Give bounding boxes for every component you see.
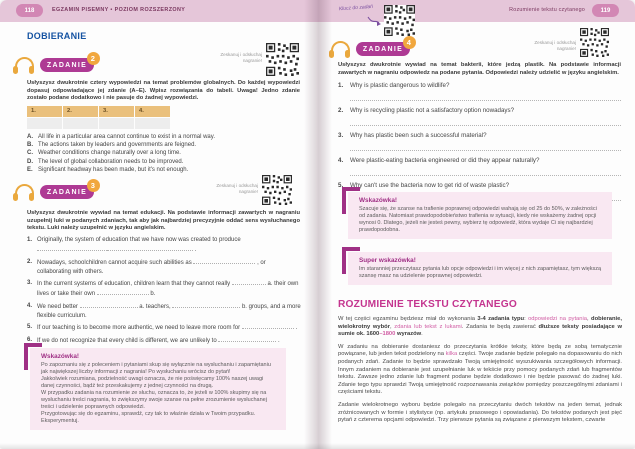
answer-blank [97, 289, 149, 295]
sentence-body [37, 302, 301, 321]
headphones-icon [12, 56, 36, 76]
option-text: The level of global collaboration needs to be improved. [38, 158, 184, 165]
sentence-body [37, 279, 301, 299]
gap-sentence [27, 323, 301, 333]
sentence-text: . [276, 337, 280, 344]
section-title-dobieranie: DOBIERANIE [27, 31, 87, 41]
option-letter: B. [27, 142, 33, 149]
headphones-icon [328, 40, 352, 60]
question-text [338, 182, 621, 190]
super-tip-body: Im staranniej przeczytasz pytania lub opcje odpowiedzi i im więcej z nich zapamiętasz, tym większą szansę masz na udzielenie poprawnej odpowiedzi. [359, 266, 602, 279]
reading-paragraphs [338, 316, 622, 430]
text-segment: zdania lub tekst z lukami [394, 323, 462, 330]
answer-table-cell [27, 118, 62, 129]
question-label: Were plastic-eating bacteria engineered or did they appear naturally? [350, 157, 540, 164]
answer-line [350, 118, 621, 126]
sentence-number: 6. [27, 336, 33, 343]
qr-code-icon [262, 175, 292, 205]
text-segment: dłuższe teksty posiadające w sumie ok. 1600 [338, 323, 622, 338]
gap-sentence [27, 279, 301, 299]
tip-paragraph: Przygotowując się do egzaminu, sprawdź, czy tak to właśnie działa w Twoim przypadku. Eksperymentuj. [41, 411, 256, 424]
question [338, 157, 621, 176]
task2-options-list [27, 133, 289, 174]
page-right [318, 0, 635, 449]
text-segment: , [389, 323, 395, 330]
sentence-text: In the current systems of education, children learn that they cannot really [37, 281, 232, 287]
text-segment: –1800 [379, 331, 396, 338]
sentence-text: We need better [37, 303, 80, 310]
sentence-text: a. teachers, [137, 303, 173, 310]
question-label: Why is recycling plastic not a satisfactory option nowadays? [350, 107, 515, 114]
task3-badge-label: ZADANIE [46, 188, 88, 196]
question-text [338, 107, 621, 115]
text-segment: , [587, 316, 592, 322]
answer-table-cell [99, 118, 134, 129]
text-segment: : [524, 316, 529, 322]
task4-number-badge: 4 [403, 36, 416, 49]
task4-badge-label: ZADANIE [362, 45, 404, 53]
tip-paragraph: Jakkolwiek rozumiana, podzielność uwagi oznacza, że nie poświęcamy 100% naszej uwagi danej czynności, bądź też przeskakujemy z jednej czynności na drugą. [41, 376, 264, 389]
page-left [0, 0, 317, 449]
answer-table-cell [63, 118, 98, 129]
tip-title: Wskazówka! [41, 353, 80, 360]
answer-blank [242, 323, 294, 329]
tip-title: Wskazówka! [359, 197, 398, 204]
option-row [27, 141, 289, 149]
sentence-body [37, 236, 301, 255]
sentence-text: . [293, 325, 298, 331]
page-number-left: 118 [16, 4, 43, 17]
task3-sentences [27, 236, 301, 348]
answer-blank [193, 258, 255, 264]
question-text [338, 157, 621, 165]
qr-code-icon [580, 28, 609, 57]
question-text [338, 82, 621, 90]
reading-paragraph [338, 344, 622, 397]
sentence-text: If we do not recognize that every child is different, we are unlikely to [37, 337, 219, 344]
answer-table-header-cell: 2. [63, 106, 98, 117]
text-segment: W tej części egzaminu będziesz miał do wykonania [338, 316, 478, 322]
question-number: 2. [338, 107, 344, 114]
answer-line [350, 143, 621, 151]
text-segment: odpowiedzi na pytania [528, 316, 588, 322]
task2-badge [40, 54, 97, 72]
task2-badge-label: ZADANIE [46, 61, 88, 69]
question-number: 3. [338, 132, 344, 139]
option-letter: A. [27, 134, 33, 140]
text-segment: W zadaniu na dobieranie dostaniesz do przeczytania krótkie teksty, które będą ze sobą tematycznie powiązane, lub jeden tekst podzielony na [338, 343, 622, 358]
answer-table-cell [135, 118, 170, 129]
sentence-text: , or collaborating with others. [37, 259, 266, 275]
text-segment: wyrazów [395, 331, 422, 338]
gap-sentence [27, 336, 301, 346]
tip-body [41, 362, 277, 425]
sentence-text: . [193, 247, 197, 253]
sentence-body [37, 258, 301, 277]
answer-blank [37, 245, 107, 251]
answer-table [27, 106, 170, 129]
question [338, 82, 621, 101]
curved-arrow-icon [366, 14, 384, 28]
sentence-text: b. [148, 291, 156, 297]
question-label: Why is plastic dangerous to wildlife? [350, 82, 450, 89]
option-letter: E. [27, 166, 33, 173]
text-segment: Zadanie wielokrotnego wyboru będzie polegało na przeczytaniu dwóch tekstów na jeden temat, jednak zróżnicowanych w formie i stylistyce (np. artykułu prasowego i opowiadania). Do tekstów podanych jest pięć pytań z czterema opcjami odpowiedzi. Trzy pierwsze pytania są związane z pierwszym tekstem, czwarte [338, 401, 622, 424]
sentence-text: Nowadays, schoolchildren cannot acquire such abilities as [37, 259, 194, 266]
answer-table-header-cell: 3. [99, 106, 134, 117]
option-letter: C. [27, 150, 33, 157]
option-row [27, 166, 289, 174]
question-label: Why has plastic been such a successful material? [350, 132, 487, 139]
answer-blank [107, 245, 193, 251]
sentence-body [37, 323, 301, 333]
gap-sentence [27, 236, 301, 255]
sentence-text: b. groups, and a more flexible curriculum. [37, 303, 301, 319]
sentence-body [37, 336, 301, 346]
text-segment: . [421, 331, 423, 338]
task3-instruction: Usłyszysz dwukrotnie wywiad na temat edukacji. Na podstawie informacji zawartych w nagraniu uzupełnij luki w podanych zdaniach, tak aby jak najbardziej precyzyjnie oddać sens wysłuchanego tekstu. Luki należy uzupełnić w języku angielskim. [27, 210, 300, 232]
reading-section-title: ROZUMIENIE TEKSTU CZYTANEGO [338, 299, 517, 310]
sentence-number: 5. [27, 324, 33, 330]
answer-blank [80, 302, 138, 308]
task2-instruction: Usłyszysz dwukrotnie cztery wypowiedzi na temat problemów globalnych. Do każdej wypowiedzi dopasuj odpowiadające jej zdanie (A–E). Wpisz rozwiązania do tabeli. Uwaga! Jedno zdanie zostało podane dodatkowo i nie pasuje do żadnej wypowiedzi. [27, 80, 300, 102]
sentence-text: a. their own lives or take their own [37, 281, 299, 297]
tip-body: Szacuje się, że szanse na trafienie poprawnej odpowiedzi wahają się od 25 do 50%, w zależności od zadania. Natomiast prawdopodobieństwo trafienia w sytuacji, kiedy nie wskażemy żadnej opcji wynosi 0. Dlatego, jeżeli nie jesteś pewny, wybierz tę odpowiedź, która wydaje Ci się najbardziej prawdopodobna. [359, 206, 597, 233]
gap-sentence [27, 258, 301, 277]
sentence-number: 2. [27, 258, 33, 265]
task2-scan-hint: Zeskanuj i odsłuchaj nagranie! [220, 52, 262, 63]
answer-blank [172, 302, 240, 308]
question [338, 132, 621, 151]
running-head-right: Rozumienie tekstu czytanego [509, 7, 585, 13]
option-row [27, 133, 289, 141]
task4-scan-hint: Zeskanuj i odsłuchaj nagranie! [534, 40, 576, 51]
text-segment: kilka [445, 351, 458, 358]
task3-scan-hint: Zeskanuj i odsłuchaj nagranie! [216, 183, 258, 194]
answer-line [350, 168, 621, 176]
task3-number-badge: 3 [87, 179, 100, 192]
qr-code-icon [384, 5, 415, 36]
text-segment: dobieranie, wielokrotny wybór [338, 316, 622, 330]
option-letter: D. [27, 158, 33, 165]
task4-questions [338, 82, 621, 207]
question [338, 107, 621, 126]
answer-blank [232, 279, 266, 285]
answer-line [350, 93, 621, 101]
sentence-number: 1. [27, 237, 33, 243]
answer-table-header-cell: 1. [27, 106, 62, 117]
sentence-text: Originally, the system of education that we have now was created to produce [37, 237, 241, 243]
question-text [338, 132, 621, 140]
sentence-text: If our teaching is to become more authentic, we need to leave more room for [37, 325, 242, 331]
tip-box [30, 348, 286, 430]
task4-badge [356, 38, 413, 56]
sentence-number: 4. [27, 302, 33, 309]
answer-table-header-cell: 4. [135, 106, 170, 117]
sentence-number: 3. [27, 280, 33, 286]
tip-paragraph: Po zapoznaniu się z poleceniem i pytaniami skup się wyłącznie na wysłuchaniu i zapamiętaniu jak największej liczby informacji z nagrania! Po wysłuchaniu wrócisz do pytań! [41, 362, 271, 375]
task2-number-badge: 2 [87, 52, 100, 65]
qr-code-icon [266, 43, 299, 76]
tip-box [348, 192, 612, 239]
question-label: Why can't use the bacteria now to get rid of waste plastic? [350, 182, 510, 189]
option-text: All life in a particular area cannot continue to exist in a normal way. [38, 134, 215, 140]
super-tip-title: Super wskazówka! [359, 257, 416, 264]
question-number: 5. [338, 182, 344, 189]
super-tip-box [348, 252, 612, 285]
text-segment: części. Twoje zadanie będzie polegało na dopasowaniu do nich podanych zdań. Zadanie to będzie sprawdzało Twoją umiejętność wyszukiwania szczegółowych informacji. Innym zadaniem na dobieranie jest uzupełnianie luk w tekście przy pomocy podanych zdań lub fragmentów tekstu. Zawsze jedno zdanie lub fragment podane będzie dodatkowo i nie będzie pasować do żadnej luki. Zdanie tego typu sprawdzi Twoją umiejętność rozpoznawania związków pomiędzy poszczególnymi zdaniami i częściami tekstu. [338, 351, 622, 396]
page-number-right: 119 [592, 4, 619, 17]
option-row [27, 149, 289, 157]
question-number: 1. [338, 82, 344, 89]
option-text: Weather conditions change naturally over a long time. [38, 150, 181, 157]
running-head-left: EGZAMIN PISEMNY • POZIOM ROZSZERZONY [52, 7, 186, 13]
option-text: The actions taken by leaders and governments are feigned. [38, 142, 197, 149]
answer-key-label: Klucz do zadań [338, 3, 374, 13]
text-segment: . Zadania te będą zawierać [461, 323, 539, 330]
tip-paragraph: W przypadku zadania na rozumienie ze słuchu, oznacza to, że jeżeli w 100% skupimy się na wysłuchaniu treści nagrania, to zwiększymy swoje szanse na pełne zrozumienie wysłuchanej treści i udzielenie poprawnych odpowiedzi. [41, 390, 267, 410]
task4-instruction: Usłyszysz dwukrotnie wywiad na temat bakterii, które jedzą plastik. Na podstawie informacji zawartych w nagraniu odpowiedz na podane pytania. Odpowiedzi należy udzielić w języku angielskim. [338, 62, 621, 76]
reading-paragraph [338, 402, 622, 425]
task3-badge [40, 181, 97, 199]
option-text: Significant headway has been made, but it's not enough. [38, 166, 189, 173]
gap-sentence [27, 302, 301, 321]
text-segment: 3-4 zadania typu [477, 316, 525, 322]
option-row [27, 158, 289, 166]
question-number: 4. [338, 157, 344, 164]
answer-blank [218, 336, 276, 342]
reading-paragraph [338, 316, 622, 339]
headphones-icon [12, 183, 36, 203]
